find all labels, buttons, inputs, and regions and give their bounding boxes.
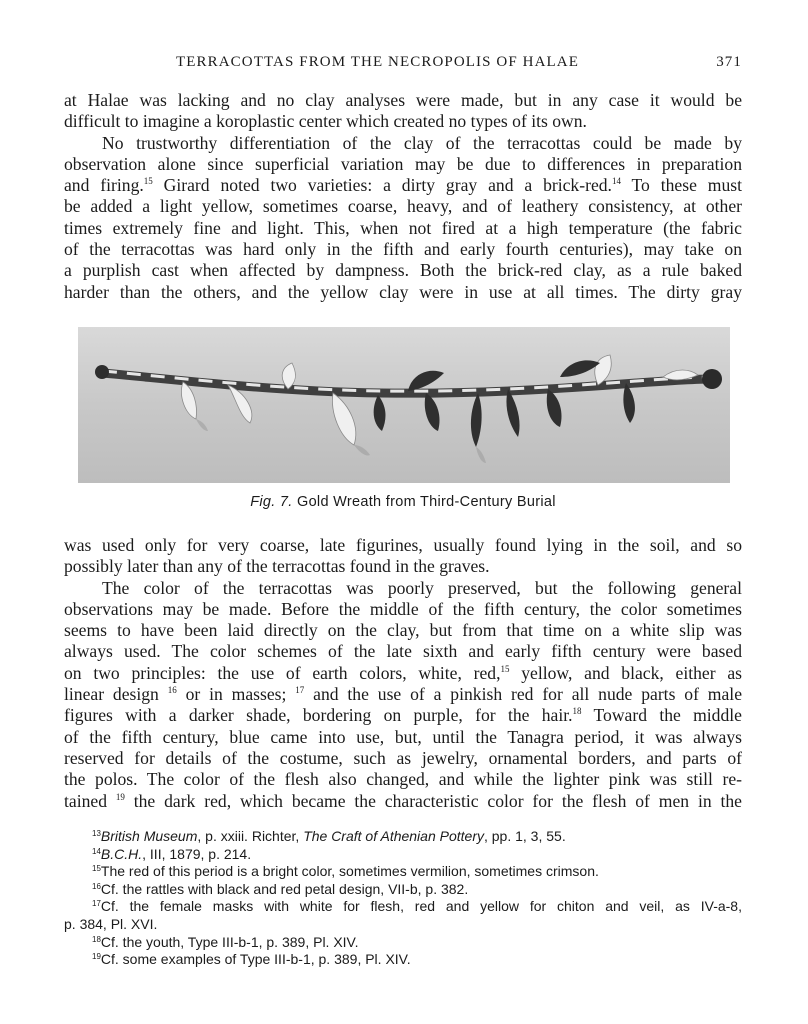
figure-label: Fig. 7.	[250, 494, 293, 510]
page-number: 371	[716, 54, 742, 70]
footnote-text: Cf. the rattles with black and red petal design, VII-b, p. 382.	[100, 880, 469, 897]
gold-wreath-photo	[78, 327, 730, 483]
text-segment: on two principles: the use of earth colors, white, red,	[64, 662, 501, 683]
footnote-ref: 17	[295, 685, 305, 696]
text-line: the polos. The color of the flesh also changed, and while the lighter pink was still re-	[64, 769, 742, 790]
footnote-text: Cf. the youth, Type III-b-1, p. 389, Pl. XIV.	[100, 933, 359, 950]
footnote	[64, 951, 742, 969]
footnote-ref: 15	[143, 176, 153, 187]
footnote-text: , p. xxiii. Richter,	[197, 828, 304, 844]
text-line: a purplish cast when affected by dampness. Both the brick-red clay, as a rule baked	[64, 260, 742, 281]
text-segment: tained	[64, 790, 116, 811]
text-line: difficult to imagine a koroplastic center which created no types of its own.	[64, 111, 587, 132]
footnote-text: B.C.H.	[100, 845, 143, 862]
footnote	[64, 846, 742, 864]
text-line: harder than the others, and the yellow clay were in use at all times. The dirty gray	[64, 281, 742, 302]
footnotes	[64, 828, 742, 969]
text-segment: yellow, and black, either as	[509, 662, 742, 683]
text-line	[64, 791, 742, 812]
text-segment: figures with a darker shade, bordering on purple, for the hair.	[64, 705, 573, 726]
text-line: reserved for details of the costume, such as jewelry, ornamental borders, and parts of	[64, 747, 742, 768]
text-line: was used only for very coarse, late figurines, usually found lying in the soil, and so	[64, 535, 742, 555]
figure-photo	[78, 327, 730, 483]
text-line: at Halae was lacking and no clay analyses were made, but in any case it would be	[64, 90, 742, 110]
footnote-text: British Museum	[100, 828, 198, 844]
text-line: seems to have been laid directly on the clay, but from that time on a white slip was	[64, 620, 742, 641]
footnote	[64, 898, 742, 916]
footnote	[64, 828, 742, 846]
body-text-top	[64, 90, 742, 303]
footnote-text: The Craft of Athenian Pottery	[303, 828, 484, 844]
text-segment: and firing.	[64, 175, 144, 196]
text-line: times extremely fine and light. This, when not fired at a high temperature (the fabric	[64, 217, 742, 238]
text-line: The color of the terracottas was poorly preserved, but the following general	[102, 577, 742, 598]
footnote-number: 13	[92, 829, 101, 838]
footnote-text: The red of this period is a bright color, sometimes vermilion, sometimes crimson.	[100, 863, 599, 880]
footnote	[64, 916, 742, 934]
text-line: possibly later than any of the terracottas found in the graves.	[64, 556, 490, 577]
footnote-text: Cf. some examples of Type III-b-1, p. 389, Pl. XIV.	[100, 951, 411, 968]
text-segment: linear design	[64, 684, 168, 705]
footnote-ref: 18	[572, 706, 582, 717]
footnote	[64, 934, 742, 952]
wreath-end-right	[702, 369, 722, 389]
text-line: of the terracottas was hard only in the fifth and early fourth centuries), may take on	[64, 239, 742, 260]
footnote	[64, 881, 742, 899]
footnote-ref: 19	[115, 791, 125, 802]
footnote-number: 15	[92, 864, 101, 874]
running-title: TERRACOTTAS FROM THE NECROPOLIS OF HALAE	[176, 54, 579, 70]
figure-caption	[64, 494, 742, 510]
footnote-number: 14	[92, 846, 101, 856]
footnote-number: 19	[92, 952, 101, 962]
wreath-end-left	[95, 365, 109, 379]
text-segment: To these must	[620, 175, 742, 196]
text-line	[64, 705, 742, 726]
footnote-text: p. 384, Pl. XVI.	[64, 915, 158, 932]
footnote	[64, 863, 742, 881]
text-segment: the dark red, which became the characteristic color for the flesh of men in the	[124, 790, 742, 811]
text-line	[64, 663, 742, 684]
text-line: observation alone since superficial variation may be due to differences in preparation	[64, 153, 742, 174]
text-line: observations may be made. Before the middle of the fifth century, the color sometimes	[64, 598, 742, 619]
text-line: always used. The color schemes of the late sixth and early fifth century were based	[64, 641, 742, 662]
text-segment: and the use of a pinkish red for all nude parts of male	[304, 684, 743, 705]
footnote-number: 16	[92, 881, 101, 891]
footnote-ref: 15	[500, 663, 510, 674]
footnote-number: 18	[92, 934, 101, 944]
body-text-bottom	[64, 535, 742, 812]
text-segment: Toward the middle	[581, 705, 742, 726]
text-line: be added a light yellow, sometimes coarse, heavy, and of leathery consistency, at other	[64, 196, 742, 217]
text-line	[64, 684, 742, 705]
footnote-text: , pp. 1, 3, 55.	[483, 828, 566, 844]
footnote-ref: 16	[167, 685, 177, 696]
footnote-number: 17	[92, 899, 101, 909]
footnote-ref: 14	[611, 176, 621, 187]
footnote-text: , III, 1879, p. 214.	[142, 845, 252, 862]
text-line: No trustworthy differentiation of the clay of the terracottas could be made by	[102, 132, 742, 153]
text-line: of the fifth century, blue came into use, but, until the Tanagra period, it was always	[64, 726, 742, 747]
running-head	[64, 54, 742, 74]
footnote-text: Cf. the female masks with white for flesh, red and yellow for chiton and veil, as IV-a-8,	[100, 898, 742, 915]
text-segment: Girard noted two varieties: a dirty gray and a brick-red.	[152, 175, 612, 196]
text-line	[64, 175, 742, 196]
text-segment: or in masses;	[176, 684, 296, 705]
figure-caption-text: Gold Wreath from Third-Century Burial	[296, 494, 556, 510]
